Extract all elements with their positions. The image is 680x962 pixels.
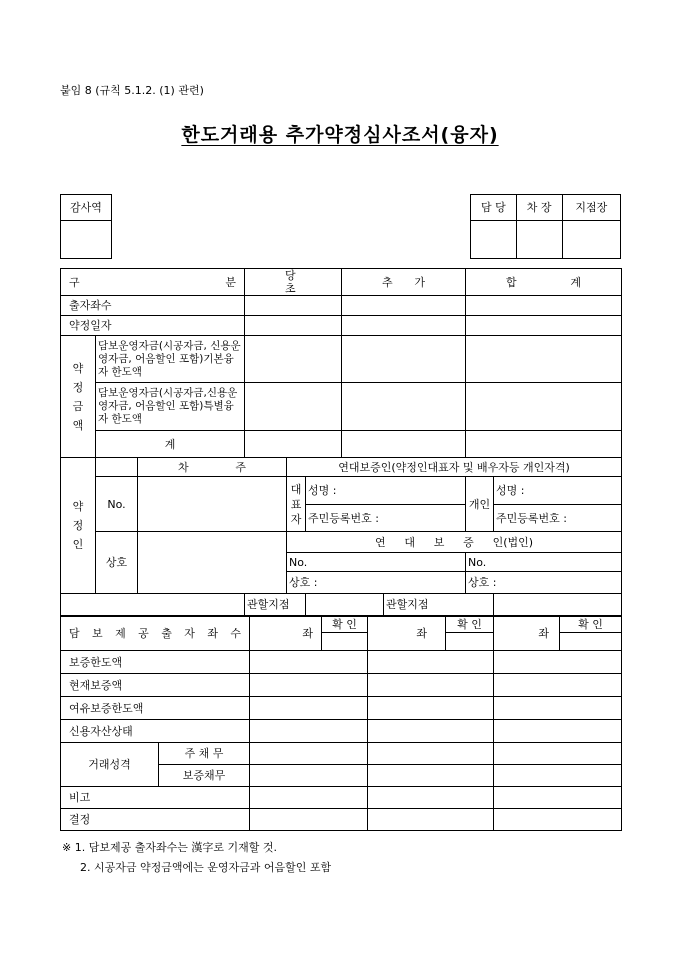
- cell-special-total[interactable]: [466, 383, 622, 431]
- cell-credit-status-3[interactable]: [494, 720, 622, 743]
- cell-spare-limit-2[interactable]: [368, 697, 494, 720]
- cell-corp-company-1[interactable]: [287, 572, 466, 594]
- label-borrower: 차 주: [138, 458, 287, 477]
- rep-rrn-label: 주민등록번호 :: [308, 511, 379, 525]
- cell-current-guarantee-3[interactable]: [494, 674, 622, 697]
- cell-date-additional[interactable]: [342, 316, 466, 336]
- confirm-label-1: 확 인: [322, 617, 368, 633]
- lower-table: [60, 616, 622, 831]
- label-representative: 대표자: [287, 477, 306, 532]
- approver-sign-deputy[interactable]: [516, 221, 562, 259]
- label-primary-debt: 주 채 무: [159, 743, 250, 765]
- label-collateral-accounts: 담 보 제 공 출 자 좌 수: [61, 617, 250, 651]
- label-accounts: 출자좌수: [61, 296, 245, 316]
- auditor-sign-cell[interactable]: [61, 221, 112, 259]
- label-transaction-nature: 거래성격: [61, 743, 159, 787]
- cell-primary-debt-3[interactable]: [494, 743, 622, 765]
- cell-borrower-company[interactable]: [138, 532, 287, 594]
- cell-corp-company-2[interactable]: [466, 572, 622, 594]
- cell-primary-debt-2[interactable]: [368, 743, 494, 765]
- cell-credit-status-1[interactable]: [250, 720, 368, 743]
- label-corporate-guarantor: 연 대 보 증 인(법인): [287, 532, 622, 553]
- rep-name-label: 성명 :: [308, 484, 337, 497]
- cell-guarantee-limit-3[interactable]: [494, 651, 622, 674]
- label-basic-limit: 담보운영자금(시공자금, 신용운영자금, 어음할인 포함)기본융자 한도액: [96, 336, 245, 383]
- cell-primary-debt-1[interactable]: [250, 743, 368, 765]
- cell-decision-3[interactable]: [494, 809, 622, 831]
- cell-accounts-additional[interactable]: [342, 296, 466, 316]
- cell-total-additional[interactable]: [342, 431, 466, 458]
- cell-date-original[interactable]: [245, 316, 342, 336]
- page-title: 한도거래용 추가약정심사조서(융자): [181, 124, 499, 146]
- cell-date-total[interactable]: [466, 316, 622, 336]
- label-individual: 개인: [466, 477, 494, 532]
- cell-accounts-total[interactable]: [466, 296, 622, 316]
- cell-accounts-original[interactable]: [245, 296, 342, 316]
- corp-no-label-2: No.: [468, 555, 487, 569]
- confirm-label-3: 확 인: [560, 617, 622, 633]
- label-remarks: 비고: [61, 787, 250, 809]
- main-table: [60, 268, 622, 616]
- cell-remarks-1[interactable]: [250, 787, 368, 809]
- cell-spare-limit-3[interactable]: [494, 697, 622, 720]
- footnote-1: ※ 1. 담보제공 출자좌수는 漢字로 기재할 것.: [62, 841, 277, 854]
- cell-corp-no-2[interactable]: [466, 553, 622, 572]
- corp-company-label-2: 상호 :: [468, 576, 497, 589]
- label-contract-date: 약정일자: [61, 316, 245, 336]
- cell-corp-no-1[interactable]: [287, 553, 466, 572]
- corp-company-label-1: 상호 :: [289, 576, 318, 589]
- label-current-guarantee: 현재보증액: [61, 674, 250, 697]
- cell-basic-original[interactable]: [245, 336, 342, 383]
- approver-label-manager: 지점장: [562, 195, 620, 221]
- cell-remarks-2[interactable]: [368, 787, 494, 809]
- cell-guarantee-limit-1[interactable]: [250, 651, 368, 674]
- label-special-limit: 담보운영자금(시공자금,신용운영자금, 어음할인 포함)특별융자 한도액: [96, 383, 245, 431]
- reference-note: 붙임 8 (규칙 5.1.2. (1) 관련): [60, 84, 204, 97]
- corp-no-label-1: No.: [289, 555, 308, 569]
- confirm-cell-3[interactable]: [560, 633, 622, 651]
- unit-accounts-1: 좌: [250, 617, 322, 651]
- label-branch-1: 관할지점: [245, 594, 306, 616]
- cell-blank-corner: [96, 458, 138, 477]
- cell-branch-1[interactable]: [306, 594, 384, 616]
- label-contract-amount: 약정금액: [61, 336, 96, 458]
- cell-special-additional[interactable]: [342, 383, 466, 431]
- cell-spare-limit-1[interactable]: [250, 697, 368, 720]
- label-credit-status: 신용자산상태: [61, 720, 250, 743]
- confirm-cell-2[interactable]: [446, 633, 494, 651]
- label-borrower-no: No.: [96, 477, 138, 532]
- label-individual-guarantor: 연대보증인(약정인대표자 및 배우자등 개인자격): [287, 458, 622, 477]
- header-total: 합 계: [466, 269, 622, 296]
- cell-ind-name[interactable]: [494, 477, 622, 505]
- approver-sign-staff[interactable]: [471, 221, 517, 259]
- cell-basic-additional[interactable]: [342, 336, 466, 383]
- footnotes: [62, 838, 331, 878]
- label-borrower-company: 상호: [96, 532, 138, 594]
- auditor-box: [60, 194, 112, 259]
- cell-blank-left: [61, 594, 245, 616]
- cell-special-original[interactable]: [245, 383, 342, 431]
- cell-rep-rrn[interactable]: [306, 505, 466, 532]
- header-original: 당 초: [245, 269, 342, 296]
- cell-guarantee-debt-1[interactable]: [250, 765, 368, 787]
- cell-total-total[interactable]: [466, 431, 622, 458]
- auditor-label: 감사역: [61, 195, 112, 221]
- approver-sign-manager[interactable]: [562, 221, 620, 259]
- unit-accounts-3: 좌: [494, 617, 560, 651]
- approver-label-staff: 담 당: [471, 195, 517, 221]
- cell-total-original[interactable]: [245, 431, 342, 458]
- header-additional: 추 가: [342, 269, 466, 296]
- footnote-2: 2. 시공자금 약정금액에는 운영자금과 어음할인 포함: [80, 861, 332, 874]
- ind-name-label: 성명 :: [496, 484, 525, 497]
- cell-credit-status-2[interactable]: [368, 720, 494, 743]
- cell-remarks-3[interactable]: [494, 787, 622, 809]
- header-category: 구 분: [61, 269, 245, 296]
- approval-boxes: [470, 194, 621, 259]
- cell-branch-2[interactable]: [494, 594, 622, 616]
- cell-basic-total[interactable]: [466, 336, 622, 383]
- cell-borrower-no[interactable]: [138, 477, 287, 532]
- label-branch-2: 관할지점: [384, 594, 494, 616]
- unit-accounts-2: 좌: [368, 617, 446, 651]
- cell-current-guarantee-1[interactable]: [250, 674, 368, 697]
- cell-guarantee-limit-2[interactable]: [368, 651, 494, 674]
- approver-label-deputy: 차 장: [516, 195, 562, 221]
- label-guarantee-limit: 보증한도액: [61, 651, 250, 674]
- label-spare-limit: 여유보증한도액: [61, 697, 250, 720]
- cell-decision-1[interactable]: [250, 809, 368, 831]
- ind-rrn-label: 주민등록번호 :: [496, 511, 567, 525]
- confirm-cell-1[interactable]: [322, 633, 368, 651]
- label-guarantee-debt: 보증채무: [159, 765, 250, 787]
- cell-decision-2[interactable]: [368, 809, 494, 831]
- label-decision: 결정: [61, 809, 250, 831]
- cell-guarantee-debt-3[interactable]: [494, 765, 622, 787]
- label-amount-total: 계: [96, 431, 245, 458]
- cell-ind-rrn[interactable]: [494, 505, 622, 532]
- cell-current-guarantee-2[interactable]: [368, 674, 494, 697]
- label-contractor: 약정인: [61, 458, 96, 594]
- cell-guarantee-debt-2[interactable]: [368, 765, 494, 787]
- cell-rep-name[interactable]: [306, 477, 466, 505]
- confirm-label-2: 확 인: [446, 617, 494, 633]
